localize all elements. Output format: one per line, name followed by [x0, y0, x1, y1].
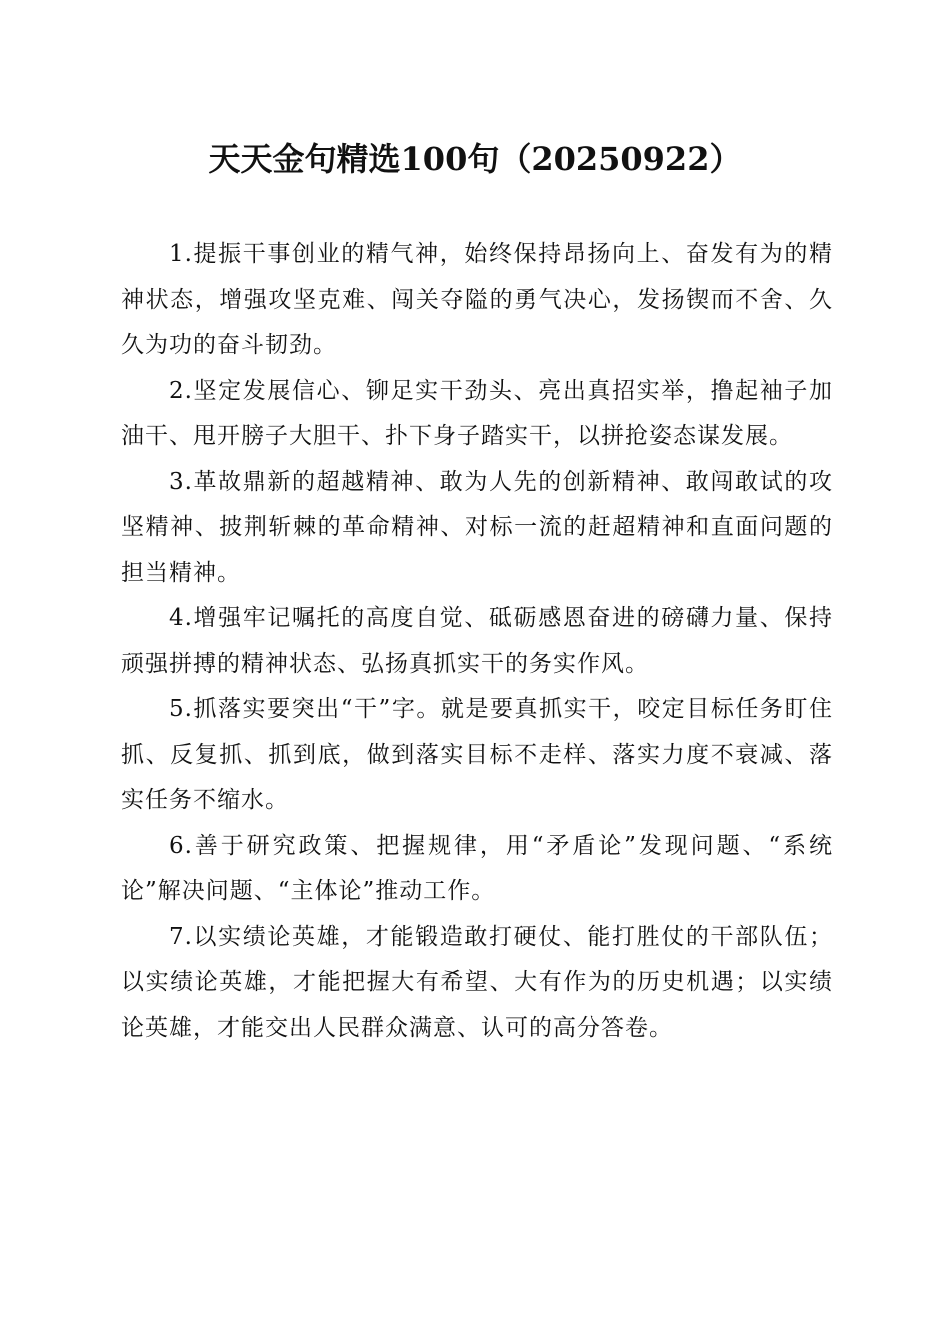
paragraph-4: 4.增强牢记嘱托的高度自觉、砥砺感恩奋进的磅礴力量、保持顽强拼搏的精神状态、弘扬真抓实干的务实作风。: [121, 605, 833, 677]
paragraph-3: 3.革故鼎新的超越精神、敢为人先的创新精神、敢闯敢试的攻坚精神、披荆斩棘的革命精神、对标一流的赶超精神和直面问题的担当精神。: [121, 468, 833, 586]
paragraph-5: 5.抓落实要突出“干”字。就是要真抓实干，咬定目标任务盯住抓、反复抓、抓到底，做到落实目标不走样、落实力度不衰减、落实任务不缩水。: [121, 696, 833, 813]
document-body: [121, 232, 833, 1051]
paragraph-1: 1.提振干事创业的精气神，始终保持昂扬向上、奋发有为的精神状态，增强攻坚克难、闯关夺隘的勇气决心，发扬锲而不舍、久久为功的奋斗韧劲。: [121, 241, 833, 358]
paragraph-6: 6.善于研究政策、把握规律，用“矛盾论”发现问题、“系统论”解决问题、“主体论”推动工作。: [121, 832, 833, 904]
paragraph-7: 7.以实绩论英雄，才能锻造敢打硬仗、能打胜仗的干部队伍；以实绩论英雄，才能把握大有希望、大有作为的历史机遇；以实绩论英雄，才能交出人民群众满意、认可的高分答卷。: [121, 923, 833, 1041]
document-title: 天天金句精选100句（20250922）: [208, 140, 742, 178]
paragraph-2: 2.坚定发展信心、铆足实干劲头、亮出真招实举，撸起袖子加油干、甩开膀子大胆干、扑下身子踏实干，以拼抢姿态谋发展。: [121, 377, 833, 449]
